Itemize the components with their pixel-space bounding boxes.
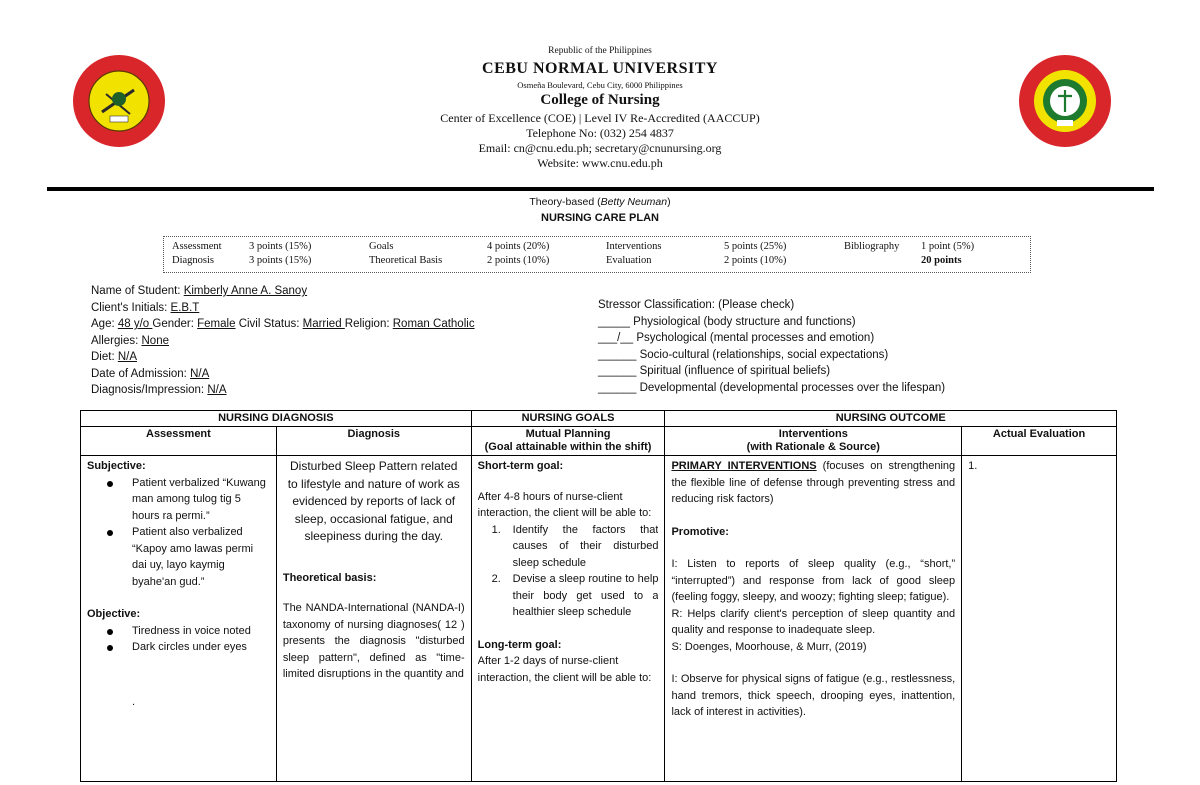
plan-title: NURSING CARE PLAN — [541, 212, 659, 224]
patient-info — [91, 283, 475, 399]
list-item: 1. Identify the factors that causes of their disturbed sleep schedule — [491, 523, 659, 569]
score-total: 20 points — [921, 255, 962, 266]
stressor-physiological: _____ Physiological (body structure and functions) — [598, 315, 856, 328]
subheader-assessment: Assessment — [81, 427, 277, 456]
intervention-1: I: Listen to reports of sleep quality (e.g., “short,” “interrupted”) and response from lack of good sleep (feeling foggy, sleepy, and woozy; fighting sleep; fatigue). — [671, 558, 956, 603]
demographics-row: Age: 48 y/o Gender: Female Civil Status: Married Religion: Roman Catholic — [91, 318, 475, 330]
score-theoretical-points: 2 points (10%) — [487, 255, 550, 266]
score-assessment-points: 3 points (15%) — [249, 241, 312, 252]
interventions-cell — [665, 456, 962, 782]
score-goals-label: Goals — [369, 241, 394, 252]
intervention-2: I: Observe for physical signs of fatigue (e.g., restlessness, hand tremors, thick speech, drooping eyes, inattention, lack of interest in activities). — [671, 673, 956, 718]
subheader-mutual-planning: Mutual Planning (Goal attainable within the shift) — [471, 427, 665, 456]
primary-interventions: PRIMARY INTERVENTIONS (focuses on strengthening the flexible line of defense through preventing stress and reducing risk factors) — [671, 460, 956, 505]
source-1: S: Doenges, Moorhouse, & Murr, (2019) — [671, 640, 867, 653]
score-goals-points: 4 points (20%) — [487, 241, 550, 252]
long-term-goal-label: Long-term goal: — [477, 638, 562, 651]
stressor-title: Stressor Classification: (Please check) — [598, 299, 795, 311]
stressor-classification — [598, 297, 945, 396]
header-nursing-goals: NURSING GOALS — [471, 411, 665, 427]
score-evaluation-points: 2 points (10%) — [724, 255, 787, 266]
subjective-label: Subjective: — [87, 460, 146, 472]
header-nursing-outcome: NURSING OUTCOME — [665, 411, 1117, 427]
promotive-label: Promotive: — [671, 525, 729, 538]
telephone-line: Telephone No: (032) 254 4837 — [526, 126, 674, 140]
score-diagnosis-label: Diagnosis — [172, 255, 214, 266]
theoretical-basis-text: The NANDA-International (NANDA-I) taxonomy of nursing diagnoses( 12 ) presents the diagnosis "disturbed sleep pattern", defined as "time-limited disruptions in the quantity and — [282, 602, 465, 680]
score-diagnosis-points: 3 points (15%) — [249, 255, 312, 266]
subheader-actual-evaluation: Actual Evaluation — [962, 427, 1117, 456]
goals-cell — [471, 456, 665, 782]
republic-line: Republic of the Philippines — [548, 46, 652, 56]
admission-row: Date of Admission: N/A — [91, 367, 210, 380]
long-term-intro: After 1-2 days of nurse-client interaction, the client will be able to: — [477, 655, 652, 684]
rationale-1: R: Helps clarify client's perception of sleep quantity and quality and response to inadequate sleep. — [671, 607, 956, 636]
accreditation-line: Center of Excellence (COE) | Level IV Re-Accredited (AACCUP) — [440, 111, 760, 125]
objective-label: Objective: — [87, 608, 141, 620]
score-interventions-points: 5 points (25%) — [724, 241, 787, 252]
score-theoretical-label: Theoretical Basis — [369, 255, 443, 266]
subheader-diagnosis: Diagnosis — [276, 427, 471, 456]
list-item: Patient verbalized “Kuwang man among tulog tig 5 hours ra permi.” — [107, 475, 270, 525]
header-nursing-diagnosis: NURSING DIAGNOSIS — [81, 411, 472, 427]
allergies-row: Allergies: None — [91, 334, 169, 347]
subjective-list — [87, 475, 270, 591]
diagnosis-statement: Disturbed Sleep Pattern related to lifestyle and nature of work as evidenced by reports of lack of sleep, occasional fatigue, and sleepiness during the day. — [287, 459, 460, 543]
subheader-interventions: Interventions (with Rationale & Source) — [665, 427, 962, 456]
trailing-mark: . — [132, 695, 136, 708]
score-interventions-label: Interventions — [606, 241, 662, 252]
client-initials-row: Client's Initials: E.B.T — [91, 301, 200, 314]
list-item: 2. Devise a sleep routine to help their body get used to a healthier sleep schedule — [491, 573, 659, 618]
header-divider — [47, 187, 1154, 191]
list-item: Dark circles under eyes — [107, 639, 270, 656]
list-item: Tiredness in voice noted — [107, 623, 270, 640]
email-line: Email: cn@cnu.edu.ph; secretary@cnunursing.org — [478, 141, 722, 155]
evaluation-cell — [962, 456, 1117, 782]
theory-line: Theory-based (Betty Neuman) — [529, 196, 671, 208]
student-name-row: Name of Student: Kimberly Anne A. Sanoy — [91, 285, 308, 297]
evaluation-item: 1. — [968, 460, 978, 472]
university-name: CEBU NORMAL UNIVERSITY — [482, 60, 718, 77]
list-item: Patient also verbalized “Kapoy amo lawas permi dai uy, layo kaymig byahe'an gud.” — [107, 524, 270, 590]
stressor-developmental: ______ Developmental (developmental processes over the lifespan) — [598, 381, 946, 394]
university-address: Osmeña Boulevard, Cebu City, 6000 Philippines — [517, 80, 683, 90]
diet-row: Diet: N/A — [91, 351, 138, 363]
stressor-sociocultural: ______ Socio-cultural (relationships, social expectations) — [598, 348, 889, 361]
assessment-cell — [81, 456, 277, 782]
theory-name: Betty Neuman — [600, 196, 668, 208]
short-term-intro: After 4-8 hours of nurse-client interaction, the client will be able to: — [477, 490, 652, 519]
short-term-goal-label: Short-term goal: — [477, 460, 564, 472]
stressor-psychological: ___/__ Psychological (mental processes and emotion) — [598, 332, 875, 344]
theoretical-basis-label: Theoretical basis: — [282, 571, 377, 584]
impression-row: Diagnosis/Impression: N/A — [91, 384, 227, 396]
stressor-spiritual: ______ Spiritual (influence of spiritual beliefs) — [598, 365, 831, 377]
college-name: College of Nursing — [540, 92, 660, 108]
score-evaluation-label: Evaluation — [606, 255, 652, 266]
score-bibliography-label: Bibliography — [844, 241, 900, 252]
objective-list — [87, 623, 270, 656]
short-term-list — [478, 522, 659, 621]
care-plan-table — [80, 410, 1117, 782]
scoring-rubric — [163, 236, 1031, 273]
score-bibliography-points: 1 point (5%) — [921, 241, 975, 252]
website-line: Website: www.cnu.edu.ph — [537, 156, 663, 170]
diagnosis-cell — [276, 456, 471, 782]
score-assessment-label: Assessment — [172, 241, 222, 252]
